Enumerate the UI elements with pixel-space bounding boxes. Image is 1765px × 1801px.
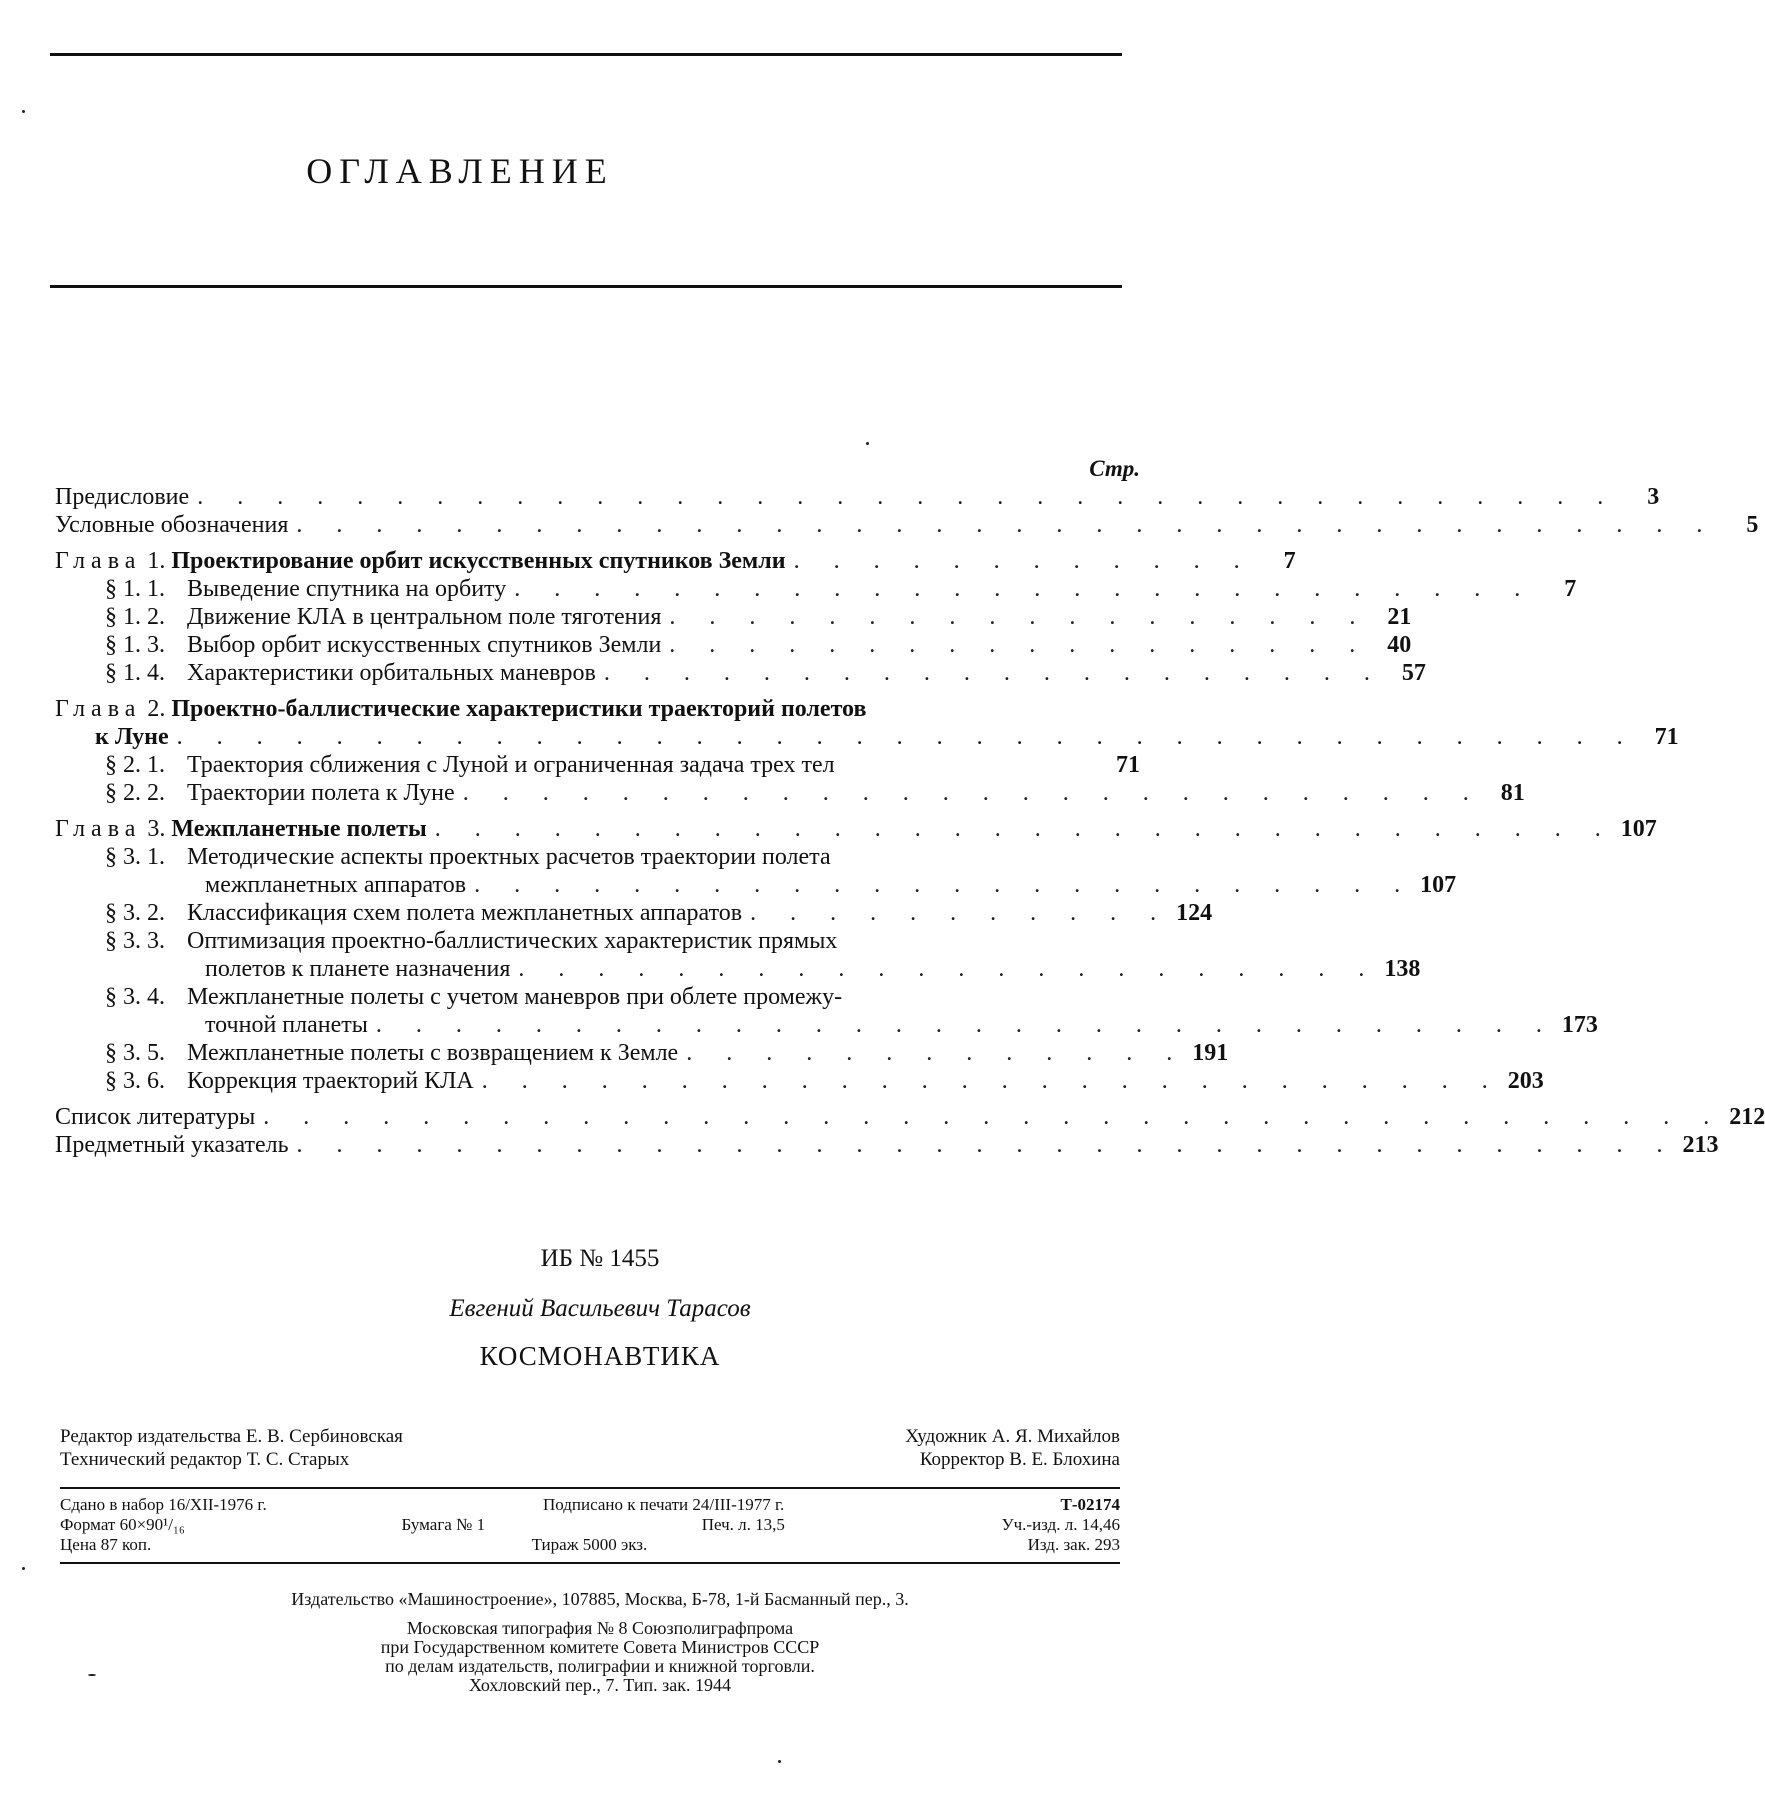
section-title-line1: Оптимизация проектно-баллистических характеристик прямых [187, 928, 838, 954]
toc-entry-page: 212 [1729, 1104, 1765, 1130]
toc-section-3-5[interactable] [55, 1039, 1229, 1067]
toc-entry-page: 71 [1654, 724, 1679, 750]
printer-line1: Московская типография № 8 Союзполиграфпрома [406, 1618, 794, 1638]
toc-section-3-3[interactable] [55, 927, 1140, 955]
toc-chapter-1[interactable] [55, 547, 1296, 575]
toc-entry-page: 138 [1384, 956, 1421, 982]
tech-editor-credit: Технический редактор Т. С. Старых [60, 1449, 350, 1470]
leader-dots: . . . . . . . . . . . . . . . . . . . . . . . . . . . . . . . . . . . [296, 1132, 1677, 1158]
toc-entry-page: 40 [1387, 632, 1412, 658]
toc-entry-page: 107 [1620, 816, 1657, 842]
toc-section-1-3[interactable] [55, 631, 1412, 659]
chapter-word: Глава [55, 696, 142, 722]
credits-block [60, 1425, 1120, 1471]
print-sheets: Печ. л. 13,5 [701, 1515, 785, 1534]
specs-top-rule [60, 1487, 1120, 1489]
toc-entry-page: 5 [1746, 512, 1759, 538]
scan-speck [866, 442, 869, 445]
section-number: § 2. 1. [105, 752, 165, 778]
specs-bottom-rule [60, 1562, 1120, 1564]
toc-entry-index[interactable] [55, 1131, 1719, 1159]
section-number: § 3. 2. [105, 900, 165, 926]
leader-dots: . . . . . . . . . . . . . [686, 1040, 1187, 1066]
print-code: Т-02174 [1060, 1495, 1120, 1514]
scan-speck [778, 1760, 781, 1763]
toc-section-2-1[interactable] [55, 751, 1140, 779]
chapter-word: Глава [55, 548, 142, 574]
print-specs [60, 1495, 1120, 1555]
publishing-sheets: Уч.-изд. л. 14,46 [1001, 1515, 1120, 1534]
chapter-title-line1: Проектно-баллистические характеристики траекторий полетов [171, 696, 867, 722]
section-title: Коррекция траекторий КЛА [187, 1068, 474, 1094]
section-title: Характеристики орбитальных маневров [187, 660, 596, 686]
toc-entry-page: 191 [1192, 1040, 1229, 1066]
scan-speck [22, 1567, 25, 1570]
scan-speck [88, 1674, 96, 1676]
toc-entry-page: 213 [1682, 1132, 1719, 1158]
leader-dots: . . . . . . . . . . . [750, 900, 1171, 926]
leader-dots: . . . . . . . . . . . . . . . . . . . . . . . . . . [462, 780, 1483, 806]
section-number: § 1. 2. [105, 604, 165, 630]
ib-number: ИБ № 1455 [540, 1245, 660, 1272]
chapter-number: 2. [147, 696, 166, 722]
section-title-line1: Методические аспекты проектных расчетов траектории полета [187, 844, 831, 870]
publisher-block [0, 1590, 1200, 1695]
toc-entry-page: 81 [1500, 780, 1525, 806]
toc-section-1-4[interactable] [55, 659, 1426, 687]
artist-credit: Художник А. Я. Михайлов [905, 1426, 1120, 1447]
section-title: Межпланетные полеты с возвращением к Земле [187, 1040, 679, 1066]
toc-chapter-3[interactable] [55, 815, 1657, 843]
section-number: § 1. 3. [105, 632, 165, 658]
leader-dots: . . . . . . . . . . . . . . . . . . . . . . . . . . . . . . [434, 816, 1615, 842]
toc-entry-page: 3 [1647, 484, 1660, 510]
section-number: § 1. 1. [105, 576, 165, 602]
page-title: ОГЛАВЛЕНИЕ [306, 151, 614, 191]
section-number: § 2. 2. [105, 780, 165, 806]
toc-entry-references[interactable] [55, 1103, 1765, 1131]
section-title: Движение КЛА в центральном поле тяготения [187, 604, 662, 630]
table-of-contents [55, 455, 1765, 1159]
toc-entry-page: 21 [1387, 604, 1412, 630]
toc-entry-page: 71 [1116, 752, 1140, 778]
format: Формат 60×90¹/₁₆ [60, 1515, 185, 1534]
leader-dots: . . . . . . . . . . . . . . . . . . . . . . . . . . [514, 576, 1535, 602]
toc-section-3-3-cont[interactable] [55, 955, 1421, 983]
price: Цена 87 коп. [60, 1535, 152, 1554]
leader-dots: . . . . . . . . . . . . . . . . . . . . . . . . . . . . . . . . . . . . [197, 484, 1618, 510]
toc-entry-page: 7 [1283, 548, 1296, 574]
toc-entry-label: Предисловие [55, 484, 190, 510]
chapter-number: 1. [147, 548, 166, 574]
toc-section-3-2[interactable] [55, 899, 1213, 927]
section-number: § 3. 6. [105, 1068, 165, 1094]
toc-entry-page: 173 [1561, 1012, 1598, 1038]
section-number: § 3. 5. [105, 1040, 165, 1066]
page-column-header: Стр. [1089, 456, 1140, 481]
toc-section-1-2[interactable] [55, 603, 1412, 631]
toc-entry-notation[interactable] [55, 511, 1759, 539]
section-title-line1: Межпланетные полеты с учетом маневров при облете промежу- [187, 984, 843, 1010]
toc-entry-page: 107 [1420, 872, 1457, 898]
section-title: Выбор орбит искусственных спутников Земли [187, 632, 662, 658]
toc-entry-page: 124 [1176, 900, 1213, 926]
chapter-number: 3. [147, 816, 166, 842]
book-title: КОСМОНАВТИКА [479, 1341, 721, 1371]
leader-dots: . . . . . . . . . . . . . . . . . . . . . . . . . . . . . . . . . . . . . [176, 724, 1637, 750]
section-title: Выведение спутника на орбиту [187, 576, 507, 602]
order-number: Изд. зак. 293 [1027, 1535, 1120, 1554]
leader-dots: . . . . . . . . . . . . . . . . . . [669, 604, 1370, 630]
toc-entry-page: 7 [1564, 576, 1577, 602]
leader-dots: . . . . . . . . . . . . . . . . . . . . . . . . . . . . . . [375, 1012, 1556, 1038]
print-run: Тираж 5000 экз. [531, 1535, 648, 1554]
toc-entry-label: Условные обозначения [55, 512, 289, 538]
toc-entry-label: Список литературы [55, 1104, 256, 1130]
section-title-line2: точной планеты [205, 1012, 368, 1038]
printer-line3: по делам издательств, полиграфии и книжной торговли. [385, 1656, 815, 1676]
editor-credit: Редактор издательства Е. В. Сербиновская [60, 1426, 403, 1447]
toc-section-3-4[interactable] [55, 983, 1140, 1011]
leader-dots: . . . . . . . . . . . . . . . . . . . . . . . . . . . . . . . . . . . . [296, 512, 1717, 538]
typeset-date: Сдано в набор 16/XII-1976 г. [60, 1495, 267, 1514]
leader-dots: . . . . . . . . . . . . . . . . . . . . . . . . [474, 872, 1415, 898]
toc-section-3-6[interactable] [55, 1067, 1544, 1095]
section-number: § 3. 4. [105, 984, 165, 1010]
printer-line2: при Государственном комитете Совета Министров СССР [380, 1637, 820, 1657]
leader-dots: . . . . . . . . . . . . [793, 548, 1254, 574]
leader-dots: . . . . . . . . . . . . . . . . . . . . . . . . . . [481, 1068, 1502, 1094]
imprint-block [0, 1245, 1200, 1372]
section-title: Траектории полета к Луне [187, 780, 455, 806]
section-title: Классификация схем полета межпланетных аппаратов [187, 900, 743, 926]
section-number: § 3. 3. [105, 928, 165, 954]
toc-entry-page: 57 [1401, 660, 1426, 686]
toc-entry-page: 203 [1507, 1068, 1544, 1094]
publisher-address: Издательство «Машиностроение», 107885, Москва, Б-78, 1-й Басманный пер., 3. [291, 1589, 909, 1609]
title-rule [50, 285, 1122, 288]
chapter-word: Глава [55, 816, 142, 842]
section-title-line2: полетов к планете назначения [205, 956, 511, 982]
section-number: § 1. 4. [105, 660, 165, 686]
author-name: Евгений Васильевич Тарасов [449, 1295, 751, 1322]
leader-dots: . . . . . . . . . . . . . . . . . . . . [603, 660, 1384, 686]
chapter-title: Проектирование орбит искусственных спутников Земли [171, 548, 786, 574]
printer-line4: Хохловский пер., 7. Тип. зак. 1944 [468, 1675, 732, 1695]
toc-entry-label: Предметный указатель [55, 1132, 289, 1158]
toc-section-2-2[interactable] [55, 779, 1525, 807]
leader-dots: . . . . . . . . . . . . . . . . . . . . . . . . . . . . . . . . . . . . . [263, 1104, 1724, 1130]
toc-section-3-1-cont[interactable] [55, 871, 1457, 899]
toc-chapter-2-cont[interactable] [55, 723, 1679, 751]
leader-dots: . . . . . . . . . . . . . . . . . . . . . . [518, 956, 1379, 982]
toc-chapter-2[interactable] [55, 695, 1140, 723]
paper: Бумага № 1 [401, 1515, 486, 1534]
chapter-title: Межпланетные полеты [171, 816, 427, 842]
leader-dots: . . . . . . . . . . . . . . . . . . [669, 632, 1370, 658]
toc-section-3-4-cont[interactable] [55, 1011, 1598, 1039]
chapter-title-line2: к Луне [95, 724, 169, 750]
scan-speck [22, 110, 25, 113]
section-title-line2: межпланетных аппаратов [205, 872, 467, 898]
signed-date: Подписано к печати 24/III-1977 г. [542, 1495, 785, 1514]
corrector-credit: Корректор В. Е. Блохина [919, 1449, 1120, 1470]
toc-section-1-1[interactable] [55, 575, 1577, 603]
top-rule [50, 53, 1122, 56]
section-number: § 3. 1. [105, 844, 165, 870]
section-title: Траектория сближения с Луной и ограниченная задача трех тел [187, 752, 835, 778]
toc-entry-preface[interactable] [55, 483, 1660, 511]
toc-section-3-1[interactable] [55, 843, 1140, 871]
